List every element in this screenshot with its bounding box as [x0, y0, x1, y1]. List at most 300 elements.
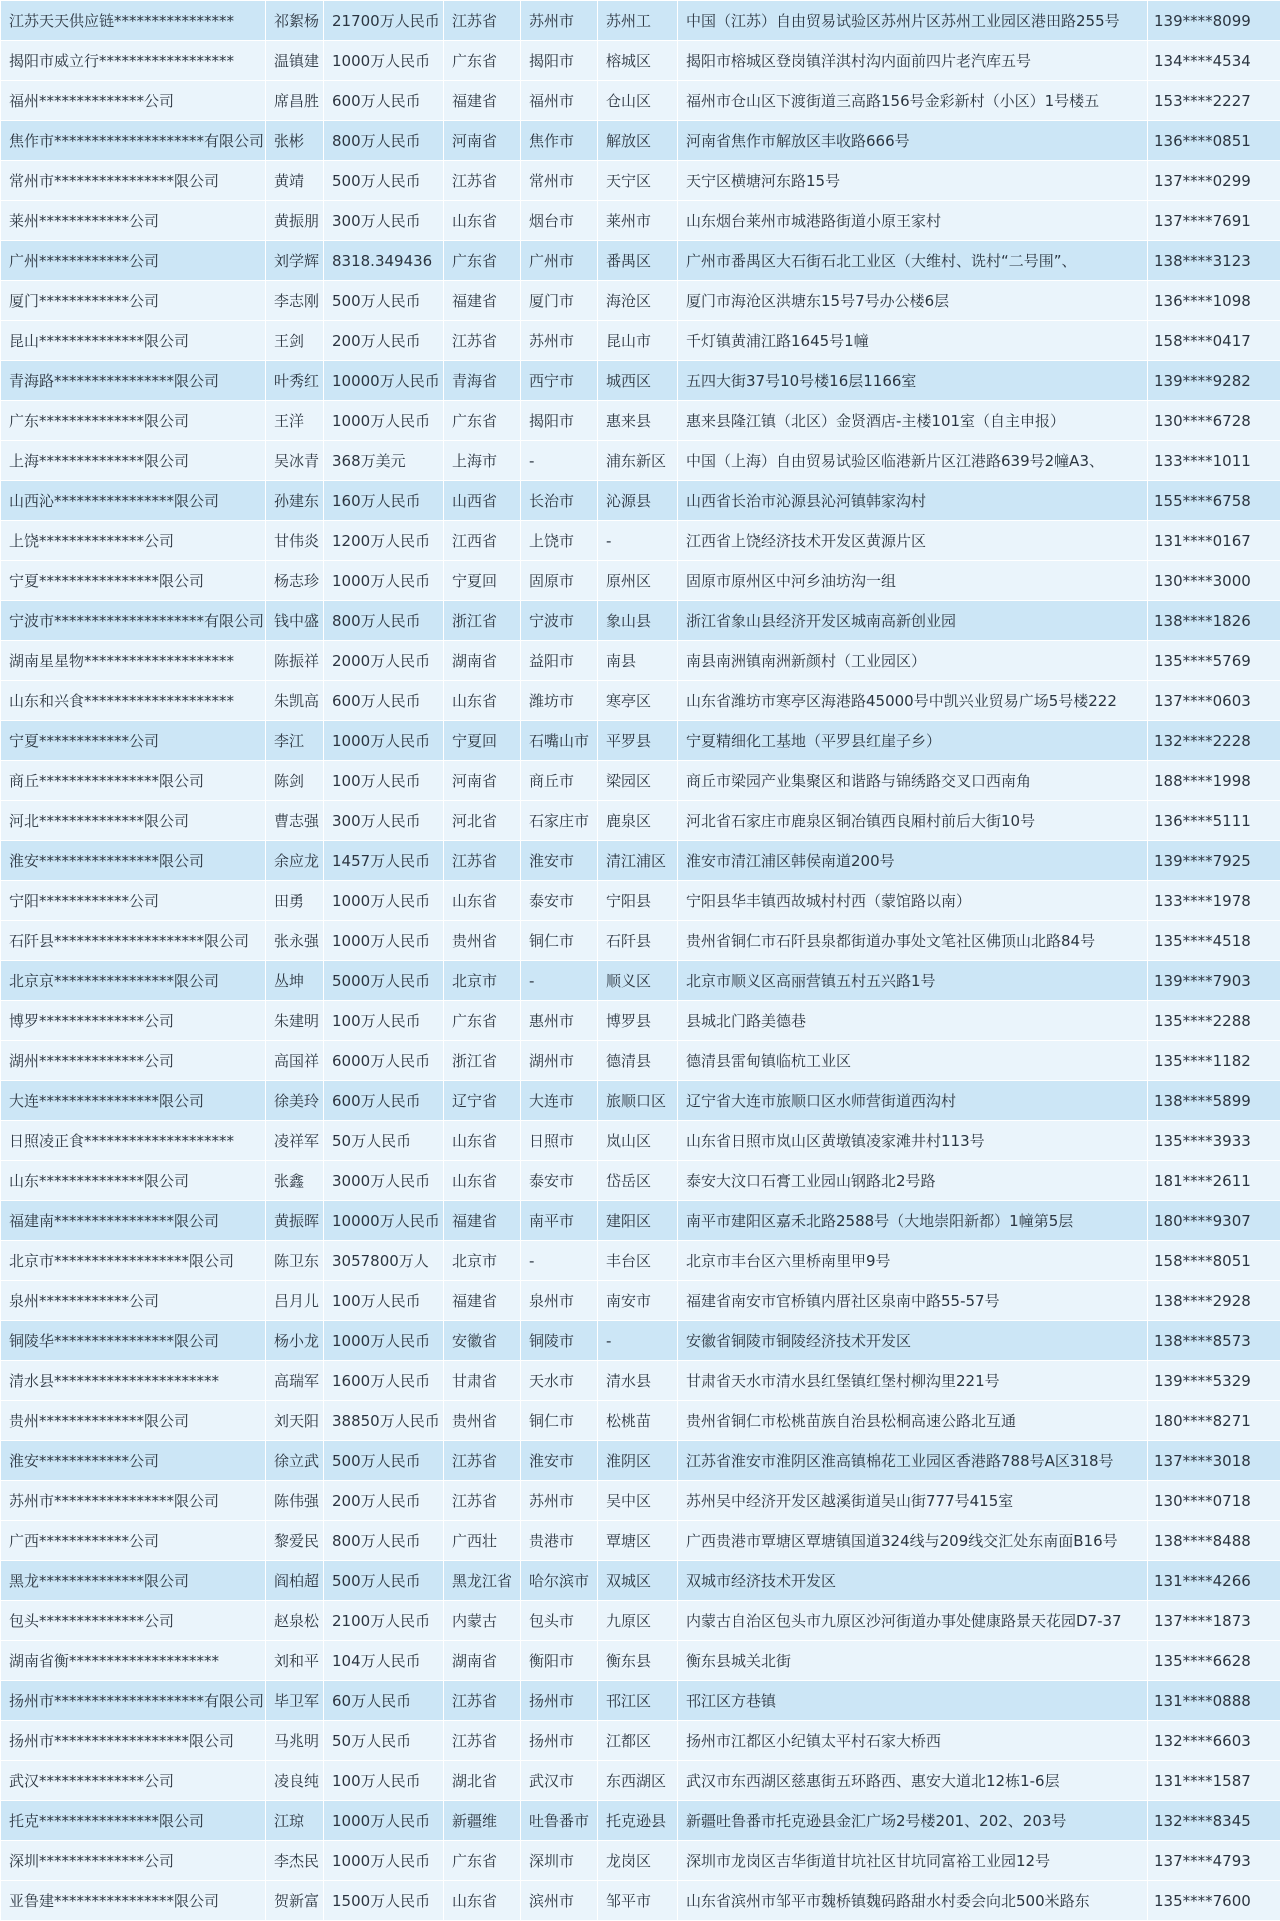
- district-cell: 苏州工: [598, 1, 678, 41]
- phone-cell: 139****9282: [1148, 361, 1280, 401]
- phone-cell: 139****8099: [1148, 1, 1280, 41]
- company-name-cell: 湖南省衡********************: [1, 1641, 266, 1681]
- registered-capital-cell: 6000万人民币: [324, 1041, 444, 1081]
- address-cell: 厦门市海沧区洪塘东15号7号办公楼6层: [678, 281, 1148, 321]
- phone-cell: 135****4518: [1148, 921, 1280, 961]
- company-name-cell: 江苏天天供应链****************: [1, 1, 266, 41]
- registered-capital-cell: 1000万人民币: [324, 921, 444, 961]
- address-cell: 江西省上饶经济技术开发区黄源片区: [678, 521, 1148, 561]
- phone-cell: 139****5329: [1148, 1361, 1280, 1401]
- city-cell: 哈尔滨市: [521, 1561, 598, 1601]
- legal-person-cell: 贺新富: [266, 1881, 324, 1921]
- city-cell: 上饶市: [521, 521, 598, 561]
- registered-capital-cell: 2100万人民币: [324, 1601, 444, 1641]
- legal-person-cell: 王洋: [266, 401, 324, 441]
- table-row: [1, 1241, 1280, 1281]
- phone-cell: 135****3933: [1148, 1121, 1280, 1161]
- district-cell: 解放区: [598, 121, 678, 161]
- address-cell: 山东省滨州市邹平市魏桥镇魏码路甜水村委会向北500米路东: [678, 1881, 1148, 1921]
- phone-cell: 135****6628: [1148, 1641, 1280, 1681]
- phone-cell: 136****1098: [1148, 281, 1280, 321]
- district-cell: 天宁区: [598, 161, 678, 201]
- province-cell: 广东省: [444, 1841, 521, 1881]
- city-cell: 长治市: [521, 481, 598, 521]
- province-cell: 北京市: [444, 961, 521, 1001]
- company-name-cell: 托克****************限公司: [1, 1801, 266, 1841]
- legal-person-cell: 杨志珍: [266, 561, 324, 601]
- city-cell: 湖州市: [521, 1041, 598, 1081]
- table-row: [1, 721, 1280, 761]
- district-cell: 双城区: [598, 1561, 678, 1601]
- legal-person-cell: 陈卫东: [266, 1241, 324, 1281]
- company-name-cell: 武汉**************公司: [1, 1761, 266, 1801]
- address-cell: 邗江区方巷镇: [678, 1681, 1148, 1721]
- phone-cell: 135****2288: [1148, 1001, 1280, 1041]
- address-cell: 内蒙古自治区包头市九原区沙河街道办事处健康路景天花园D7-37: [678, 1601, 1148, 1641]
- address-cell: 泰安大汶口石膏工业园山钢路北2号路: [678, 1161, 1148, 1201]
- province-cell: 新疆维: [444, 1801, 521, 1841]
- company-name-cell: 上海**************限公司: [1, 441, 266, 481]
- company-name-cell: 宁阳************公司: [1, 881, 266, 921]
- phone-cell: 130****6728: [1148, 401, 1280, 441]
- company-name-cell: 铜陵华****************限公司: [1, 1321, 266, 1361]
- city-cell: 固原市: [521, 561, 598, 601]
- legal-person-cell: 黎爱民: [266, 1521, 324, 1561]
- legal-person-cell: 张鑫: [266, 1161, 324, 1201]
- registered-capital-cell: 2000万人民币: [324, 641, 444, 681]
- province-cell: 浙江省: [444, 1041, 521, 1081]
- address-cell: 贵州省铜仁市石阡县泉都街道办事处文笔社区佛顶山北路84号: [678, 921, 1148, 961]
- legal-person-cell: 朱凯高: [266, 681, 324, 721]
- registered-capital-cell: 600万人民币: [324, 1081, 444, 1121]
- city-cell: 宁波市: [521, 601, 598, 641]
- district-cell: 平罗县: [598, 721, 678, 761]
- table-row: [1, 761, 1280, 801]
- registered-capital-cell: 1000万人民币: [324, 561, 444, 601]
- table-row: [1, 81, 1280, 121]
- table-row: [1, 201, 1280, 241]
- city-cell: 焦作市: [521, 121, 598, 161]
- address-cell: 南平市建阳区嘉禾北路2588号（大地崇阳新都）1幢第5层: [678, 1201, 1148, 1241]
- legal-person-cell: 余应龙: [266, 841, 324, 881]
- legal-person-cell: 刘天阳: [266, 1401, 324, 1441]
- table-row: [1, 681, 1280, 721]
- address-cell: 宁夏精细化工基地（平罗县红崖子乡）: [678, 721, 1148, 761]
- phone-cell: 134****4534: [1148, 41, 1280, 81]
- phone-cell: 131****1587: [1148, 1761, 1280, 1801]
- district-cell: 榕城区: [598, 41, 678, 81]
- district-cell: 建阳区: [598, 1201, 678, 1241]
- phone-cell: 136****5111: [1148, 801, 1280, 841]
- province-cell: 江苏省: [444, 1681, 521, 1721]
- province-cell: 河北省: [444, 801, 521, 841]
- legal-person-cell: 黄振晖: [266, 1201, 324, 1241]
- address-cell: 扬州市江都区小纪镇太平村石家大桥西: [678, 1721, 1148, 1761]
- table-row: [1, 361, 1280, 401]
- phone-cell: 138****8573: [1148, 1321, 1280, 1361]
- address-cell: 江苏省淮安市淮阴区淮高镇棉花工业园区香港路788号A区318号: [678, 1441, 1148, 1481]
- city-cell: 南平市: [521, 1201, 598, 1241]
- phone-cell: 137****7691: [1148, 201, 1280, 241]
- registered-capital-cell: 800万人民币: [324, 601, 444, 641]
- registered-capital-cell: 100万人民币: [324, 1281, 444, 1321]
- phone-cell: 131****0888: [1148, 1681, 1280, 1721]
- phone-cell: 130****3000: [1148, 561, 1280, 601]
- registered-capital-cell: 100万人民币: [324, 1001, 444, 1041]
- table-row: [1, 841, 1280, 881]
- phone-cell: 135****5769: [1148, 641, 1280, 681]
- phone-cell: 132****6603: [1148, 1721, 1280, 1761]
- address-cell: 双城市经济技术开发区: [678, 1561, 1148, 1601]
- registered-capital-cell: 104万人民币: [324, 1641, 444, 1681]
- address-cell: 南县南洲镇南洲新颜村（工业园区）: [678, 641, 1148, 681]
- province-cell: 福建省: [444, 1281, 521, 1321]
- registered-capital-cell: 10000万人民币: [324, 1201, 444, 1241]
- legal-person-cell: 钱中盛: [266, 601, 324, 641]
- legal-person-cell: 陈伟强: [266, 1481, 324, 1521]
- province-cell: 安徽省: [444, 1321, 521, 1361]
- registered-capital-cell: 1457万人民币: [324, 841, 444, 881]
- phone-cell: 188****1998: [1148, 761, 1280, 801]
- phone-cell: 136****0851: [1148, 121, 1280, 161]
- address-cell: 苏州吴中经济开发区越溪街道吴山街777号415室: [678, 1481, 1148, 1521]
- city-cell: 天水市: [521, 1361, 598, 1401]
- province-cell: 湖北省: [444, 1761, 521, 1801]
- phone-cell: 138****8488: [1148, 1521, 1280, 1561]
- province-cell: 山东省: [444, 1161, 521, 1201]
- company-name-cell: 扬州市********************有限公司: [1, 1681, 266, 1721]
- province-cell: 甘肃省: [444, 1361, 521, 1401]
- district-cell: 清水县: [598, 1361, 678, 1401]
- legal-person-cell: 黄振朋: [266, 201, 324, 241]
- registered-capital-cell: 300万人民币: [324, 801, 444, 841]
- table-row: [1, 961, 1280, 1001]
- company-name-cell: 扬州市******************限公司: [1, 1721, 266, 1761]
- table-row: [1, 281, 1280, 321]
- registered-capital-cell: 8318.349436: [324, 241, 444, 281]
- city-cell: 吐鲁番市: [521, 1801, 598, 1841]
- table-row: [1, 1681, 1280, 1721]
- province-cell: 北京市: [444, 1241, 521, 1281]
- company-name-cell: 北京市******************限公司: [1, 1241, 266, 1281]
- address-cell: 宁阳县华丰镇西故城村村西（蒙馆路以南）: [678, 881, 1148, 921]
- registered-capital-cell: 1200万人民币: [324, 521, 444, 561]
- province-cell: 山东省: [444, 681, 521, 721]
- district-cell: 江都区: [598, 1721, 678, 1761]
- city-cell: 广州市: [521, 241, 598, 281]
- district-cell: 南县: [598, 641, 678, 681]
- table-row: [1, 1001, 1280, 1041]
- table-row: [1, 1641, 1280, 1681]
- district-cell: 鹿泉区: [598, 801, 678, 841]
- province-cell: 山东省: [444, 1881, 521, 1921]
- registered-capital-cell: 500万人民币: [324, 161, 444, 201]
- legal-person-cell: 孙建东: [266, 481, 324, 521]
- table-row: [1, 801, 1280, 841]
- city-cell: 铜陵市: [521, 1321, 598, 1361]
- address-cell: 安徽省铜陵市铜陵经济技术开发区: [678, 1321, 1148, 1361]
- address-cell: 天宁区横塘河东路15号: [678, 161, 1148, 201]
- district-cell: -: [598, 1321, 678, 1361]
- district-cell: 托克逊县: [598, 1801, 678, 1841]
- province-cell: 上海市: [444, 441, 521, 481]
- table-row: [1, 1081, 1280, 1121]
- address-cell: 衡东县城关北街: [678, 1641, 1148, 1681]
- city-cell: 益阳市: [521, 641, 598, 681]
- province-cell: 广东省: [444, 41, 521, 81]
- province-cell: 江西省: [444, 521, 521, 561]
- legal-person-cell: 张永强: [266, 921, 324, 961]
- company-name-cell: 山东**************限公司: [1, 1161, 266, 1201]
- company-name-cell: 清水县**********************: [1, 1361, 266, 1401]
- province-cell: 贵州省: [444, 1401, 521, 1441]
- address-cell: 商丘市梁园产业集聚区和谐路与锦绣路交叉口西南角: [678, 761, 1148, 801]
- district-cell: 仓山区: [598, 81, 678, 121]
- legal-person-cell: 刘学辉: [266, 241, 324, 281]
- province-cell: 江苏省: [444, 1721, 521, 1761]
- company-name-cell: 福州**************公司: [1, 81, 266, 121]
- province-cell: 广东省: [444, 1001, 521, 1041]
- province-cell: 广东省: [444, 241, 521, 281]
- city-cell: 扬州市: [521, 1681, 598, 1721]
- city-cell: 日照市: [521, 1121, 598, 1161]
- registered-capital-cell: 600万人民币: [324, 681, 444, 721]
- company-name-cell: 北京京****************限公司: [1, 961, 266, 1001]
- table-row: [1, 641, 1280, 681]
- province-cell: 福建省: [444, 1201, 521, 1241]
- company-name-cell: 包头**************公司: [1, 1601, 266, 1641]
- address-cell: 辽宁省大连市旅顺口区水师营街道西沟村: [678, 1081, 1148, 1121]
- city-cell: 福州市: [521, 81, 598, 121]
- legal-person-cell: 陈振祥: [266, 641, 324, 681]
- table-row: [1, 1281, 1280, 1321]
- table-row: [1, 161, 1280, 201]
- table-row: [1, 921, 1280, 961]
- district-cell: 海沧区: [598, 281, 678, 321]
- registered-capital-cell: 38850万人民币: [324, 1401, 444, 1441]
- company-name-cell: 焦作市********************有限公司: [1, 121, 266, 161]
- city-cell: 淮安市: [521, 1441, 598, 1481]
- legal-person-cell: 曹志强: [266, 801, 324, 841]
- address-cell: 千灯镇黄浦江路1645号1幢: [678, 321, 1148, 361]
- table-row: [1, 1841, 1280, 1881]
- company-name-cell: 淮安****************限公司: [1, 841, 266, 881]
- province-cell: 山东省: [444, 881, 521, 921]
- city-cell: 包头市: [521, 1601, 598, 1641]
- legal-person-cell: 朱建明: [266, 1001, 324, 1041]
- company-name-cell: 昆山**************限公司: [1, 321, 266, 361]
- address-cell: 山东烟台莱州市城港路街道小原王家村: [678, 201, 1148, 241]
- city-cell: 石嘴山市: [521, 721, 598, 761]
- address-cell: 德清县雷甸镇临杭工业区: [678, 1041, 1148, 1081]
- legal-person-cell: 江琼: [266, 1801, 324, 1841]
- district-cell: 清江浦区: [598, 841, 678, 881]
- registered-capital-cell: 10000万人民币: [324, 361, 444, 401]
- company-name-cell: 青海路****************限公司: [1, 361, 266, 401]
- legal-person-cell: 吕月儿: [266, 1281, 324, 1321]
- registered-capital-cell: 800万人民币: [324, 1521, 444, 1561]
- table-row: [1, 1801, 1280, 1841]
- company-name-cell: 苏州市****************限公司: [1, 1481, 266, 1521]
- legal-person-cell: 高瑞军: [266, 1361, 324, 1401]
- table-row: [1, 401, 1280, 441]
- table-row: [1, 41, 1280, 81]
- province-cell: 湖南省: [444, 641, 521, 681]
- address-cell: 山东省日照市岚山区黄墩镇凌家滩井村113号: [678, 1121, 1148, 1161]
- legal-person-cell: 丛坤: [266, 961, 324, 1001]
- city-cell: 揭阳市: [521, 401, 598, 441]
- company-name-cell: 广州************公司: [1, 241, 266, 281]
- phone-cell: 180****9307: [1148, 1201, 1280, 1241]
- address-cell: 甘肃省天水市清水县红堡镇红堡村柳沟里221号: [678, 1361, 1148, 1401]
- registered-capital-cell: 200万人民币: [324, 321, 444, 361]
- registered-capital-cell: 3057800万人: [324, 1241, 444, 1281]
- phone-cell: 137****0603: [1148, 681, 1280, 721]
- registered-capital-cell: 60万人民币: [324, 1681, 444, 1721]
- legal-person-cell: 黄靖: [266, 161, 324, 201]
- province-cell: 辽宁省: [444, 1081, 521, 1121]
- registered-capital-cell: 160万人民币: [324, 481, 444, 521]
- city-cell: 贵港市: [521, 1521, 598, 1561]
- province-cell: 河南省: [444, 121, 521, 161]
- district-cell: 邗江区: [598, 1681, 678, 1721]
- registered-capital-cell: 3000万人民币: [324, 1161, 444, 1201]
- district-cell: 惠来县: [598, 401, 678, 441]
- district-cell: 松桃苗: [598, 1401, 678, 1441]
- registered-capital-cell: 1000万人民币: [324, 41, 444, 81]
- table-row: [1, 1481, 1280, 1521]
- province-cell: 福建省: [444, 81, 521, 121]
- legal-person-cell: 李志刚: [266, 281, 324, 321]
- address-cell: 山西省长治市沁源县沁河镇韩家沟村: [678, 481, 1148, 521]
- registered-capital-cell: 21700万人民币: [324, 1, 444, 41]
- legal-person-cell: 毕卫军: [266, 1681, 324, 1721]
- city-cell: 苏州市: [521, 1, 598, 41]
- province-cell: 山东省: [444, 201, 521, 241]
- district-cell: 寒亭区: [598, 681, 678, 721]
- city-cell: 潍坊市: [521, 681, 598, 721]
- company-name-cell: 莱州************公司: [1, 201, 266, 241]
- phone-cell: 137****0299: [1148, 161, 1280, 201]
- address-cell: 贵州省铜仁市松桃苗族自治县松桐高速公路北互通: [678, 1401, 1148, 1441]
- registered-capital-cell: 1000万人民币: [324, 881, 444, 921]
- registered-capital-cell: 1000万人民币: [324, 721, 444, 761]
- city-cell: 西宁市: [521, 361, 598, 401]
- legal-person-cell: 杨小龙: [266, 1321, 324, 1361]
- city-cell: 大连市: [521, 1081, 598, 1121]
- address-cell: 山东省潍坊市寒亭区海港路45000号中凯兴业贸易广场5号楼222: [678, 681, 1148, 721]
- district-cell: 昆山市: [598, 321, 678, 361]
- phone-cell: 132****2228: [1148, 721, 1280, 761]
- registered-capital-cell: 500万人民币: [324, 1441, 444, 1481]
- legal-person-cell: 温镇建: [266, 41, 324, 81]
- company-name-cell: 厦门************公司: [1, 281, 266, 321]
- city-cell: 泰安市: [521, 881, 598, 921]
- phone-cell: 131****0167: [1148, 521, 1280, 561]
- registered-capital-cell: 1000万人民币: [324, 401, 444, 441]
- city-cell: 石家庄市: [521, 801, 598, 841]
- city-cell: 泉州市: [521, 1281, 598, 1321]
- address-cell: 深圳市龙岗区吉华街道甘坑社区甘坑同富裕工业园12号: [678, 1841, 1148, 1881]
- province-cell: 江苏省: [444, 1441, 521, 1481]
- registered-capital-cell: 1000万人民币: [324, 1841, 444, 1881]
- district-cell: -: [598, 521, 678, 561]
- city-cell: 苏州市: [521, 1481, 598, 1521]
- legal-person-cell: 高国祥: [266, 1041, 324, 1081]
- province-cell: 青海省: [444, 361, 521, 401]
- district-cell: 岚山区: [598, 1121, 678, 1161]
- province-cell: 江苏省: [444, 1481, 521, 1521]
- phone-cell: 130****0718: [1148, 1481, 1280, 1521]
- city-cell: 淮安市: [521, 841, 598, 881]
- province-cell: 江苏省: [444, 321, 521, 361]
- province-cell: 湖南省: [444, 1641, 521, 1681]
- province-cell: 浙江省: [444, 601, 521, 641]
- company-name-cell: 贵州**************限公司: [1, 1401, 266, 1441]
- company-name-cell: 山西沁****************限公司: [1, 481, 266, 521]
- address-cell: 中国（上海）自由贸易试验区临港新片区江港路639号2幢A3、: [678, 441, 1148, 481]
- phone-cell: 180****8271: [1148, 1401, 1280, 1441]
- registered-capital-cell: 500万人民币: [324, 1561, 444, 1601]
- province-cell: 贵州省: [444, 921, 521, 961]
- province-cell: 内蒙古: [444, 1601, 521, 1641]
- legal-person-cell: 凌良纯: [266, 1761, 324, 1801]
- registered-capital-cell: 500万人民币: [324, 281, 444, 321]
- city-cell: 烟台市: [521, 201, 598, 241]
- company-name-cell: 日照凌正食********************: [1, 1121, 266, 1161]
- table-row: [1, 1721, 1280, 1761]
- registered-capital-cell: 600万人民币: [324, 81, 444, 121]
- city-cell: 滨州市: [521, 1881, 598, 1921]
- phone-cell: 132****8345: [1148, 1801, 1280, 1841]
- district-cell: 覃塘区: [598, 1521, 678, 1561]
- phone-cell: 138****5899: [1148, 1081, 1280, 1121]
- district-cell: 九原区: [598, 1601, 678, 1641]
- company-name-cell: 广西************公司: [1, 1521, 266, 1561]
- registered-capital-cell: 1600万人民币: [324, 1361, 444, 1401]
- company-name-cell: 常州市****************限公司: [1, 161, 266, 201]
- company-name-cell: 上饶**************公司: [1, 521, 266, 561]
- phone-cell: 139****7903: [1148, 961, 1280, 1001]
- address-cell: 福州市仓山区下渡街道三高路156号金彩新村（小区）1号楼五: [678, 81, 1148, 121]
- district-cell: 衡东县: [598, 1641, 678, 1681]
- province-cell: 广东省: [444, 401, 521, 441]
- company-name-cell: 淮安************公司: [1, 1441, 266, 1481]
- phone-cell: 137****1873: [1148, 1601, 1280, 1641]
- district-cell: 丰台区: [598, 1241, 678, 1281]
- district-cell: 原州区: [598, 561, 678, 601]
- phone-cell: 137****4793: [1148, 1841, 1280, 1881]
- district-cell: 南安市: [598, 1281, 678, 1321]
- registered-capital-cell: 100万人民币: [324, 1761, 444, 1801]
- address-cell: 北京市丰台区六里桥南里甲9号: [678, 1241, 1148, 1281]
- district-cell: 沁源县: [598, 481, 678, 521]
- legal-person-cell: 王剑: [266, 321, 324, 361]
- address-cell: 广西贵港市覃塘区覃塘镇国道324线与209线交汇处东南面B16号: [678, 1521, 1148, 1561]
- table-row: [1, 121, 1280, 161]
- district-cell: 番禺区: [598, 241, 678, 281]
- legal-person-cell: 张彬: [266, 121, 324, 161]
- table-row: [1, 1201, 1280, 1241]
- city-cell: -: [521, 961, 598, 1001]
- city-cell: 厦门市: [521, 281, 598, 321]
- legal-person-cell: 徐立武: [266, 1441, 324, 1481]
- province-cell: 山西省: [444, 481, 521, 521]
- legal-person-cell: 叶秀红: [266, 361, 324, 401]
- registered-capital-cell: 368万美元: [324, 441, 444, 481]
- district-cell: 龙岗区: [598, 1841, 678, 1881]
- table-row: [1, 481, 1280, 521]
